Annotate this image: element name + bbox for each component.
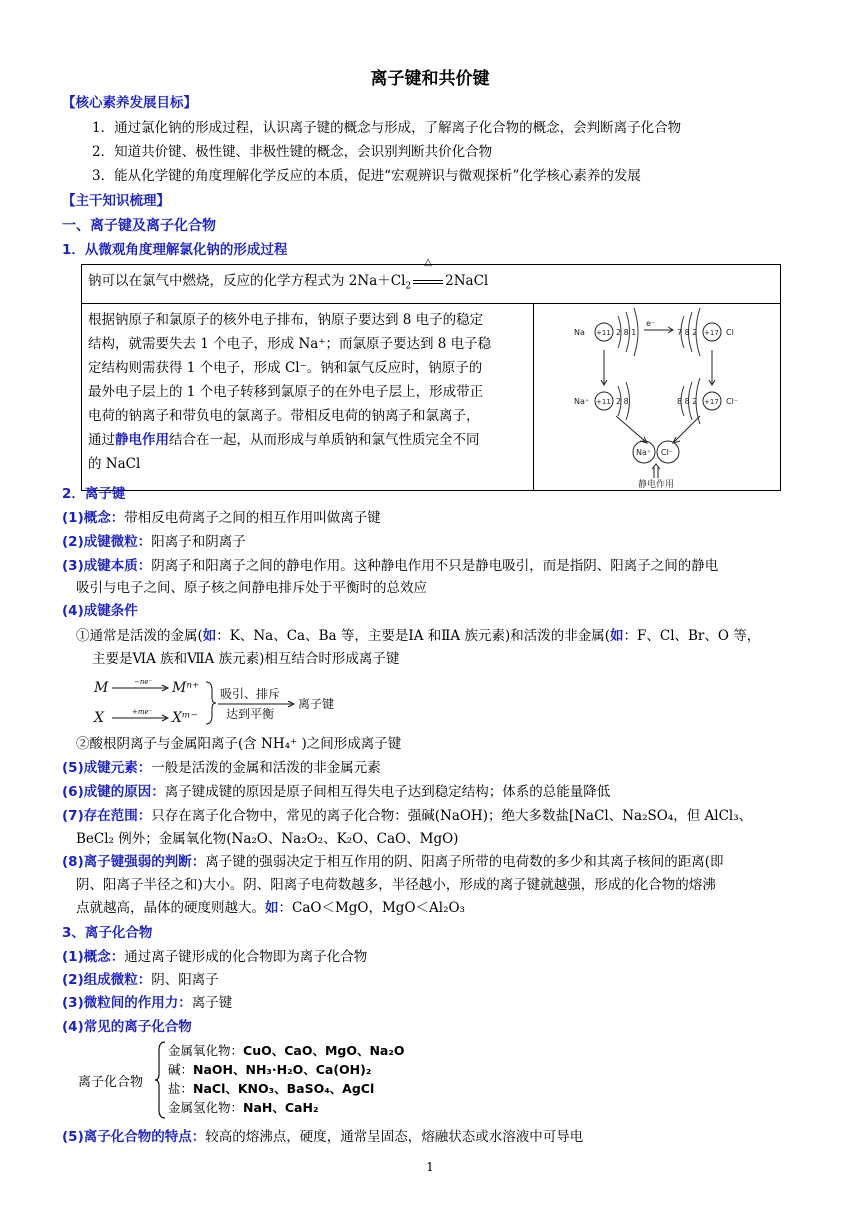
compound-row: 盐：NaCl、KNO₃、BaSO₄、AgCl bbox=[168, 1081, 375, 1096]
svg-text:+11: +11 bbox=[596, 397, 611, 406]
svg-text:Cl⁻: Cl⁻ bbox=[661, 447, 674, 457]
svg-text:吸引、排斥: 吸引、排斥 bbox=[220, 687, 281, 701]
svg-text:M: M bbox=[94, 680, 109, 696]
compound-list bbox=[168, 1041, 404, 1117]
compound-row: 金属氢化物：NaH、CaH₂ bbox=[168, 1100, 319, 1115]
subsection-heading: 2．离子键 bbox=[62, 486, 126, 502]
svg-text:7 8 2: 7 8 2 bbox=[677, 327, 698, 337]
ion-formation-scheme bbox=[92, 676, 362, 730]
svg-text:−ne⁻: −ne⁻ bbox=[134, 678, 153, 686]
definition-line: (5)成键元素：一般是活泼的金属和活泼的非金属元素 bbox=[62, 760, 381, 776]
svg-text:2 8: 2 8 bbox=[616, 396, 629, 406]
goal-item: 1．通过氯化钠的形成过程，认识离子键的概念与形成，了解离子化合物的概念，会判断离子化合物 bbox=[92, 120, 682, 136]
brace-icon bbox=[206, 682, 216, 724]
na-atom-label: Na bbox=[574, 327, 585, 337]
subsection-heading: 1．从微观角度理解氯化钠的形成过程 bbox=[62, 242, 288, 258]
definition-line: (3)成键本质：阴离子和阳离子之间的静电作用。这种静电作用不只是静电吸引，而是指阴、阳离子之间的静电 bbox=[62, 558, 719, 574]
explanation-cell: 根据钠原子和氯原子的核外电子排布，钠原子要达到 8 电子的稳定 结构，就需要失去 1 个电子，形成 Na⁺；而氯原子要达到 8 电子稳 定结构则需获得 1 个电子，形成 Cl⁻。钠和氯气反应时，钠原子的 最外电子层上的 1 个电子转移到氯原子的在外电子层上，形成带正 电荷的钠离子和带负电的氯离子。带相反电荷的钠离子和氯离子， 通过静电作用结合在一起，从而形成与单质钠和氯气性质完全不同 的 NaCl bbox=[82, 303, 534, 490]
svg-text:+me⁻: +me⁻ bbox=[132, 708, 153, 716]
svg-text:Mⁿ⁺: Mⁿ⁺ bbox=[172, 680, 200, 696]
diagram-caption: 静电作用 bbox=[638, 479, 675, 490]
svg-text:2 8 1: 2 8 1 bbox=[616, 327, 637, 337]
cl-atom-label: Cl bbox=[726, 327, 734, 337]
definition-line: (7)存在范围：只存在离子化合物中，常见的离子化合物：强碱(NaOH)；绝大多数盐[NaCl、Na₂SO₄，但 AlCl₃、 bbox=[62, 808, 753, 824]
compound-root: 离子化合物 bbox=[78, 1075, 144, 1090]
definition-line: (3)微粒间的作用力：离子键 bbox=[62, 995, 233, 1011]
subsection-heading: 3、离子化合物 bbox=[62, 925, 153, 941]
diagram-cell bbox=[534, 303, 781, 490]
nacl-formation-diagram bbox=[534, 304, 780, 490]
definition-line: (8)离子键强弱的判断：离子键的强弱决定于相互作用的阴、阳离子所带的电荷数的多少和其离子核间的距离(即 bbox=[62, 854, 724, 870]
definition-line: 阴、阳离子半径之和)大小。阴、阳离子电荷数越多，半径越小，形成的离子键就越强，形成的化合物的熔沸 bbox=[76, 877, 716, 893]
definition-line: (1)概念：带相反电荷离子之间的相互作用叫做离子键 bbox=[62, 510, 381, 526]
svg-text:Na⁺: Na⁺ bbox=[636, 447, 652, 457]
definition-line: (2)组成微粒：阴、阳离子 bbox=[62, 972, 219, 988]
definition-line: (5)离子化合物的特点：较高的熔沸点，硬度，通常呈固态，熔融状态或水溶液中可导电 bbox=[62, 1129, 584, 1145]
definition-line: BeCl₂ 例外；金属氧化物(Na₂O、Na₂O₂、K₂O、CaO、MgO) bbox=[76, 831, 459, 847]
diag-arrow-icon bbox=[616, 416, 646, 442]
compound-row: 碱：NaOH、NH₃·H₂O、Ca(OH)₂ bbox=[168, 1062, 372, 1077]
svg-text:+17: +17 bbox=[704, 397, 719, 406]
svg-text:+11: +11 bbox=[596, 328, 611, 337]
definition-line: ②酸根阴离子与金属阳离子(含 NH₄⁺ )之间形成离子键 bbox=[76, 736, 402, 752]
knowledge-header: 【主干知识梳理】 bbox=[62, 193, 170, 209]
goals-header: 【核心素养发展目标】 bbox=[62, 95, 197, 111]
goal-item: 2．知道共价键、极性键、非极性键的概念，会识别判断共价化合物 bbox=[92, 144, 493, 160]
compound-row: 金属氧化物：CuO、CaO、MgO、Na₂O bbox=[168, 1043, 405, 1058]
svg-text:+17: +17 bbox=[704, 328, 719, 337]
svg-text:Xᵐ⁻: Xᵐ⁻ bbox=[172, 710, 198, 726]
definition-line: (1)概念：通过离子键形成的化合物即为离子化合物 bbox=[62, 949, 368, 965]
definition-line: 点就越高，晶体的硬度则越大。如：CaO＜MgO，MgO＜Al₂O₃ bbox=[76, 900, 465, 916]
nacl-table bbox=[81, 257, 781, 491]
compound-classification bbox=[78, 1040, 418, 1122]
svg-text:8 8 2: 8 8 2 bbox=[677, 396, 698, 406]
definition-heading: (4)成键条件 bbox=[62, 603, 138, 619]
definition-line: 吸引与电子之间、原子核之间静电排斥处于平衡时的总效应 bbox=[76, 580, 427, 596]
definition-line: (2)成键微粒：阳离子和阴离子 bbox=[62, 534, 246, 550]
brace-icon bbox=[154, 1040, 166, 1120]
cl-ion-label: Cl⁻ bbox=[726, 396, 739, 406]
definition-line: 主要是ⅥA 族和ⅦA 族元素)相互结合时形成离子键 bbox=[92, 651, 400, 667]
diag-arrow-icon bbox=[674, 416, 700, 442]
electron-label: e⁻ bbox=[646, 318, 656, 328]
na-ion-label: Na⁺ bbox=[574, 396, 590, 406]
definition-heading: (4)常见的离子化合物 bbox=[62, 1019, 192, 1035]
definition-line: ①通常是活泼的金属(如：K、Na、Ca、Ba 等，主要是ⅠA 和ⅡA 族元素)和活泼的非金属(如：F、Cl、Br、O 等， bbox=[76, 628, 761, 644]
svg-text:X: X bbox=[94, 710, 104, 726]
equation-cell: 钠可以在氯气中燃烧，反应的化学方程式为 $2Na+Cl_2$ △ 2NaCl bbox=[82, 265, 781, 304]
page-title: 离子键和共价键 bbox=[370, 69, 490, 89]
equals-heat: △ bbox=[411, 269, 445, 293]
svg-text:达到平衡: 达到平衡 bbox=[226, 707, 275, 721]
definition-line: (6)成键的原因：离子键成键的原因是原子间相互得失电子达到稳定结构；体系的总能量降低 bbox=[62, 784, 611, 800]
goal-item: 3．能从化学键的角度理解化学反应的本质，促进“宏观辨识与微观探析”化学核心素养的发展 bbox=[92, 168, 641, 184]
section-heading: 一、离子键及离子化合物 bbox=[62, 218, 216, 234]
svg-text:离子键: 离子键 bbox=[298, 697, 335, 711]
page-number: 1 bbox=[426, 1160, 434, 1174]
